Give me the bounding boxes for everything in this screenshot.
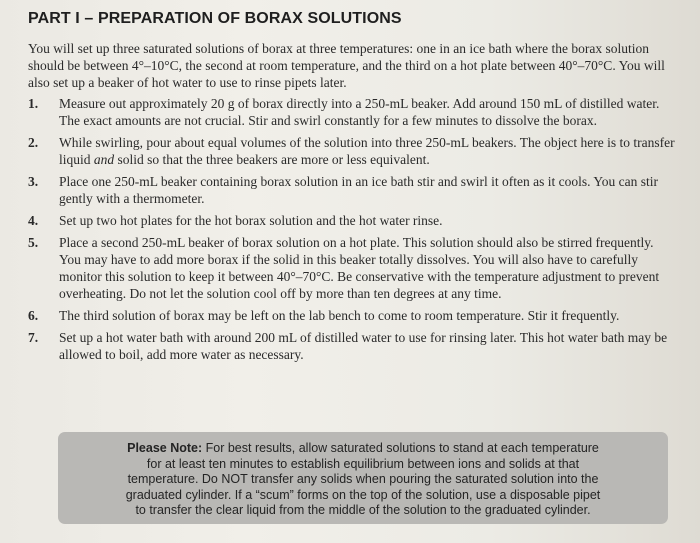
step-text: Set up a hot water bath with around 200 mL of distilled water to use for rinsing later. This hot water bath may be allowed to boil, add more water as necessary. <box>59 330 668 362</box>
note-label: Please Note: <box>127 441 203 455</box>
note-line: graduated cylinder. If a “scum” forms on the top of the solution, use a disposable pipet <box>125 487 601 502</box>
step-item <box>28 234 676 302</box>
step-item <box>28 329 676 363</box>
step-number: 5. <box>28 235 39 250</box>
intro-paragraph: You will set up three saturated solutions of borax at three temperatures: one in an ice bath where the borax solution should be between 4°–10°C, the second at room temperature, and the third on a hot plate between 40°–70°C. You will also set up a beaker of hot water to use to rinse pipets later. <box>28 41 665 90</box>
step-text: Set up two hot plates for the hot borax solution and the hot water rinse. <box>59 213 443 228</box>
step-number: 2. <box>28 135 39 150</box>
note-line: for at least ten minutes to establish equilibrium between ions and solids at that <box>146 456 580 471</box>
note-line <box>58 441 668 457</box>
note-line-text: For best results, allow saturated solutions to stand at each temperature <box>205 441 599 455</box>
step-item <box>28 212 676 229</box>
step-number: 6. <box>28 308 39 323</box>
step-text: Place a second 250-mL beaker of borax solution on a hot plate. This solution should also be stirred frequently. You may have to add more borax if the solid in this beaker totally dissolves. You will also have to carefully monitor this solution to keep it between 40°–70°C. Be conservative with the temperature adjustment to prevent overheating. Do not let the solution cool off by more than ten degrees at any time. <box>59 235 660 301</box>
step-item <box>28 95 676 129</box>
step-item <box>28 173 676 207</box>
section-title: PART I – PREPARATION OF BORAX SOLUTIONS <box>28 10 402 27</box>
note-box <box>58 432 668 524</box>
step-text: The third solution of borax may be left on the lab bench to come to room temperature. Stir it frequently. <box>59 308 620 323</box>
step-emphasis: and <box>93 152 115 167</box>
step-number: 4. <box>28 213 39 228</box>
step-number: 3. <box>28 174 39 189</box>
note-text <box>58 441 668 519</box>
note-line: to transfer the clear liquid from the middle of the solution to the graduated cylinder. <box>135 503 591 517</box>
step-text: solid so that the three beakers are more or less equivalent. <box>114 152 430 167</box>
procedure-steps <box>28 95 676 368</box>
step-text: Measure out approximately 20 g of borax directly into a 250-mL beaker. Add around 150 mL of distilled water. The exact amounts are not crucial. Stir and swirl constantly for a few minutes to dissolve the borax. <box>59 96 660 128</box>
step-text: Place one 250-mL beaker containing borax solution in an ice bath stir and swirl it often as it cools. You can stir gently with a thermometer. <box>59 174 658 206</box>
step-item <box>28 134 676 168</box>
step-number: 1. <box>28 96 39 111</box>
note-line: temperature. Do NOT transfer any solids when pouring the saturated solution into the <box>127 472 599 486</box>
step-item <box>28 307 676 324</box>
step-text: While swirling, pour about equal volumes of the solution into three 250-mL beakers. The object here is to transfer liquid <box>59 135 675 167</box>
step-number: 7. <box>28 330 39 345</box>
